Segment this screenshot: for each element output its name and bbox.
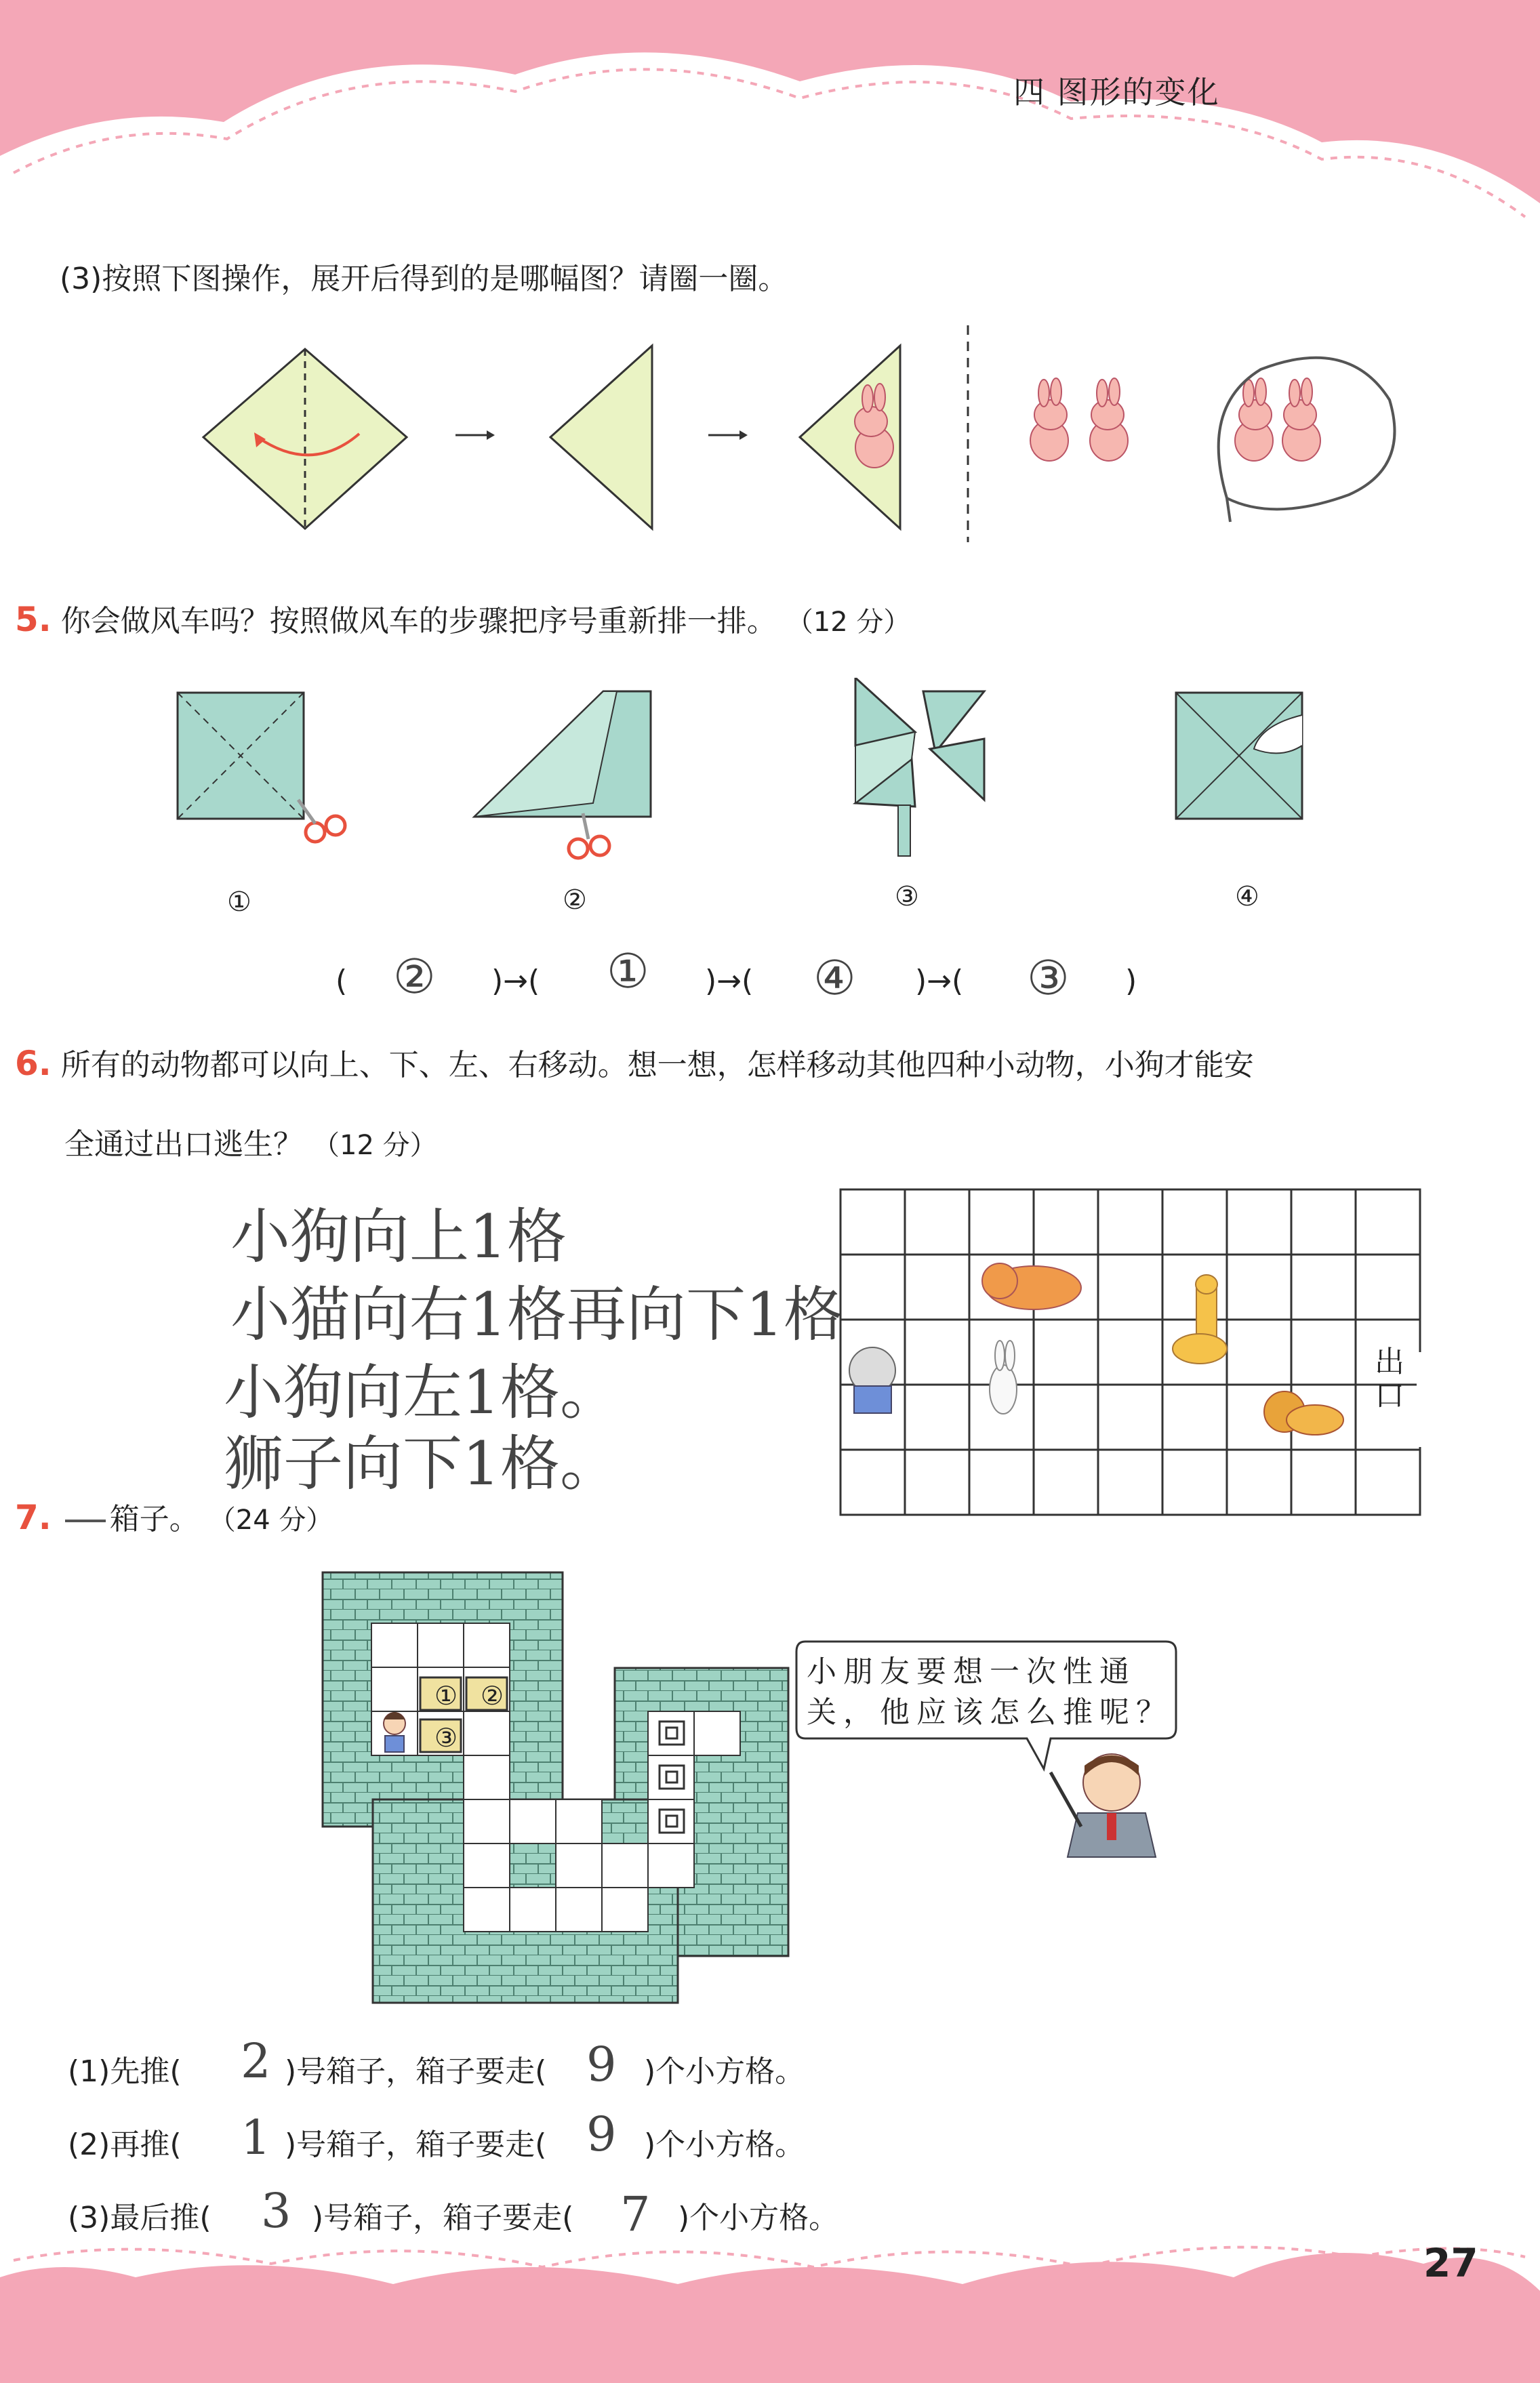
seq-arrow-3: )→( (915, 964, 964, 998)
q7-line1-suffix: )个小方格。 (644, 2054, 805, 2089)
lion-icon (1264, 1391, 1343, 1435)
q7-line3-prefix: (3)最后推( (68, 2201, 211, 2235)
seq-arrow-1: )→( (491, 964, 540, 998)
step-label-2: ② (563, 884, 587, 916)
q7-number: 7. (15, 1498, 52, 1537)
step-label-3: ③ (895, 881, 919, 912)
q4-3-prompt: (3)按照下图操作，展开后得到的是哪幅图？请圈一圈。 (60, 262, 788, 296)
q6-score: （12 分） (312, 1130, 437, 1161)
q6-prompt-line2: 全通过出口逃生？ (64, 1127, 303, 1162)
seq-answer-2[interactable]: ① (607, 943, 649, 999)
seq-answer-3[interactable]: ④ (813, 950, 856, 1006)
q5-prompt: 你会做风车吗？按照做风车的步骤把序号重新排一排。 (60, 604, 777, 638)
q5-header (15, 596, 910, 640)
option-rabbits-apart (1030, 378, 1128, 461)
box-label-1: ① (434, 1681, 458, 1711)
q7-line3-steps-answer[interactable]: 7 (620, 2186, 651, 2242)
q7-answer-line-2 (68, 2106, 949, 2174)
chapter-title: 四 图形的变化 (1013, 74, 1220, 110)
q7-line3-box-answer[interactable]: 3 (261, 2183, 291, 2239)
q7-header (15, 1494, 333, 1538)
q7-line1-box-answer[interactable]: 2 (241, 2033, 271, 2089)
folding-diagram (0, 319, 1540, 630)
triangle-with-rabbit (800, 346, 900, 529)
q7-line2-prefix: (2)再推( (68, 2127, 182, 2162)
option-rabbits-facing-circled (1219, 358, 1395, 522)
q5-sequence-answer (336, 943, 1217, 1023)
q6-header-line2 (64, 1120, 437, 1163)
arrow-1 (455, 430, 495, 440)
page-number: 27 (1423, 2240, 1478, 2286)
half-triangle (550, 346, 652, 529)
q5-number: 5. (15, 600, 52, 639)
q6-handwriting-line4: 狮子向下1格。 (224, 1429, 620, 1499)
seq-open: ( (336, 964, 348, 998)
q6-prompt-line1: 所有的动物都可以向上、下、左、右移动。想一想，怎样移动其他四种小动物，小狗才能安 (60, 1048, 1254, 1082)
q7-line2-mid: )号箱子，箱子要走( (285, 2127, 547, 2162)
box-label-2: ② (480, 1681, 504, 1711)
seq-close: ) (1125, 964, 1137, 998)
pinwheel-step-3 (855, 678, 984, 856)
q7-line2-steps-answer[interactable]: 9 (586, 2106, 617, 2162)
rabbit-icon (990, 1341, 1017, 1414)
arrow-2 (708, 430, 748, 440)
box-label-3: ③ (434, 1723, 458, 1753)
q6-handwriting-line1: 小狗向上1格 (230, 1202, 567, 1271)
speech-line2: 关，他应该怎么推呢？ (807, 1695, 1173, 1730)
q7-prompt: 箱子。 (109, 1502, 199, 1536)
q7-line1-steps-answer[interactable]: 9 (586, 2037, 617, 2092)
pinwheel-steps (0, 678, 1540, 881)
box-pushing-maze (319, 1569, 793, 2016)
q6-number: 6. (15, 1044, 52, 1083)
q7-line1-prefix: (1)先推( (68, 2054, 182, 2089)
boy-icon (384, 1712, 405, 1752)
teacher-icon (1047, 1745, 1162, 1860)
exit-label: 出口 (1375, 1345, 1404, 1413)
q6-handwriting-line3: 小狗向左1格。 (224, 1358, 620, 1427)
q7-score: （24 分） (208, 1505, 333, 1536)
q7-line2-box-answer[interactable]: 1 (241, 2110, 271, 2165)
seq-answer-1[interactable]: ② (393, 949, 436, 1004)
target-squares (660, 1722, 684, 1833)
pinwheel-step-4 (1176, 693, 1302, 819)
dog-icon (849, 1347, 895, 1413)
step-label-4: ④ (1235, 881, 1259, 912)
q7-line3-suffix: )个小方格。 (678, 2201, 839, 2235)
speech-line1: 小朋友要想一次性通 (807, 1654, 1136, 1689)
escape-grid (837, 1186, 1427, 1518)
q7-redaction (65, 1520, 106, 1522)
q7-answer-line-3 (68, 2183, 949, 2247)
q7-line3-mid: )号箱子，箱子要走( (312, 2201, 574, 2235)
q6-handwriting-line2: 小猫向右1格再向下1格 (230, 1280, 843, 1349)
q7-line1-mid: )号箱子，箱子要走( (285, 2054, 547, 2089)
seq-arrow-2: )→( (705, 964, 754, 998)
pinwheel-step-1 (178, 693, 345, 842)
q7-answer-line-1 (68, 2033, 949, 2101)
step-label-1: ① (227, 887, 251, 918)
cat-icon (982, 1263, 1081, 1309)
q7-line2-suffix: )个小方格。 (644, 2127, 805, 2162)
pinwheel-step-2 (474, 691, 651, 858)
unfolded-square-diamond (203, 349, 407, 529)
q6-header-line1 (15, 1040, 1254, 1084)
q5-score: （12 分） (786, 607, 911, 638)
seq-answer-4[interactable]: ③ (1027, 950, 1070, 1006)
